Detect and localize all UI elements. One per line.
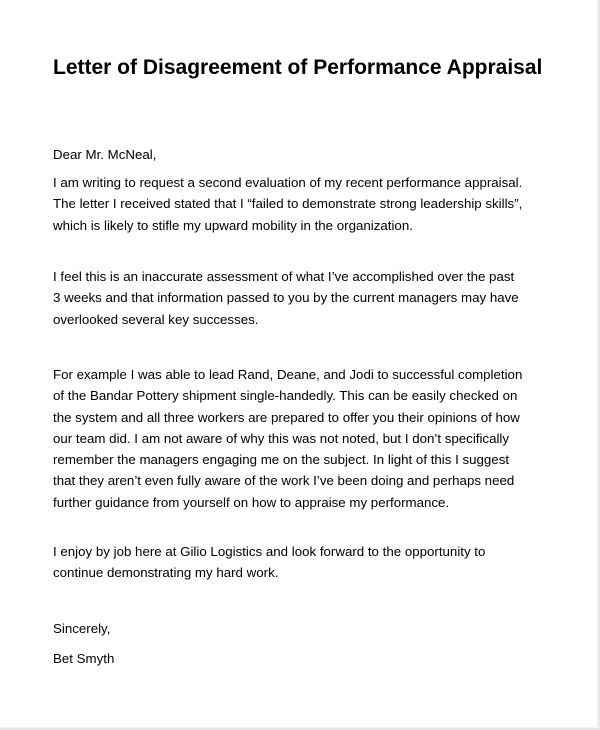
salutation: Dear Mr. McNeal,: [53, 147, 157, 162]
paragraph-assessment: I feel this is an inaccurate assessment of what I’ve accomplished over the past 3 weeks and that information passed to you by the current managers may have overlooked several key successes.: [53, 269, 519, 327]
signature-name: Bet Smyth: [53, 651, 115, 666]
paragraph-request: I am writing to request a second evaluation of my recent performance appraisal. The letter I received stated that I “failed to demonstrate strong leadership skills”, which is likely to stifle my upward mobility in the organization.: [53, 175, 523, 233]
paragraph-closing-remarks: I enjoy by job here at Gilio Logistics and look forward to the opportunity to continue demonstrating my hard work.: [53, 544, 486, 581]
letter-title: Letter of Disagreement of Performance Appraisal: [53, 56, 543, 79]
paragraph-example: For example I was able to lead Rand, Deane, and Jodi to successful completion of the Bandar Pottery shipment single-handedly. This can be easily checked on the system and all three workers are prepared to offer you their opinions of how our team did. I am not aware of why this was not noted, but I don’t specifically remember the managers engaging me on the subject. In light of this I suggest that they aren’t even fully aware of the work I’ve been doing and perhaps need further guidance from yourself on how to appraise my performance.: [53, 367, 523, 510]
closing: Sincerely,: [53, 621, 111, 636]
